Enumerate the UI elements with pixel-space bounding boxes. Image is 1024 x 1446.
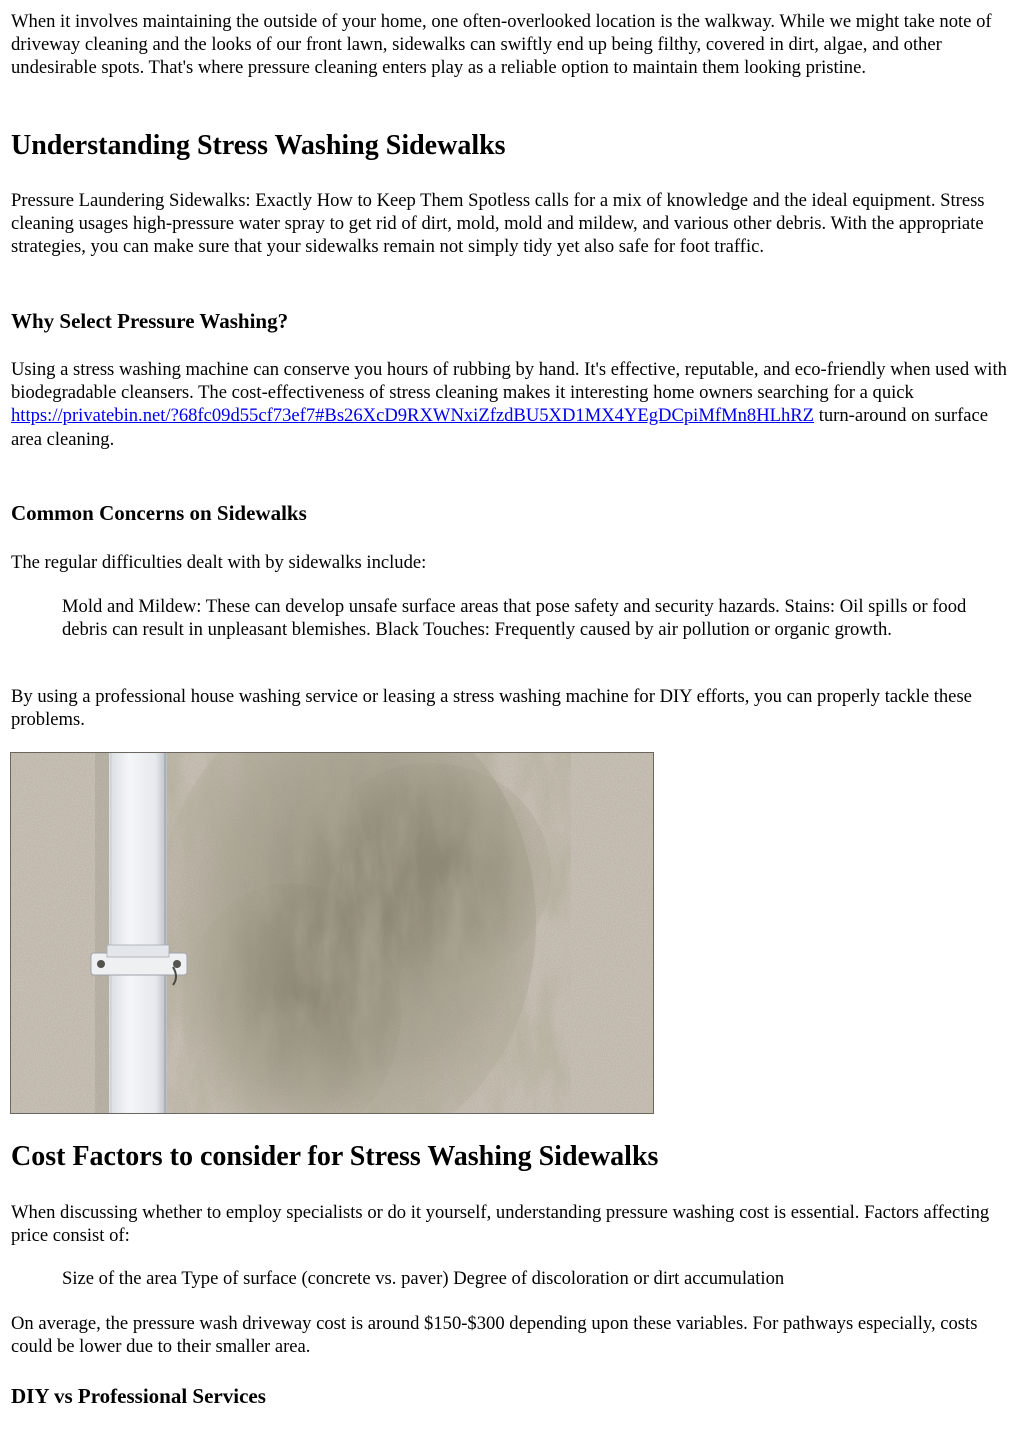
privatebin-link[interactable]: https://privatebin.net/?68fc09d55cf73ef7#Bs26XcD9RXWNxiZfzdBU5XD1MX4YEgDCpiMfMn8HLhRZ <box>11 405 815 427</box>
wall-photo-graphic <box>11 753 654 1114</box>
cost-closing-paragraph: On average, the pressure wash driveway cost is around $150-$300 depending upon these variables. For pathways especially, costs could be lower due to their smaller area. <box>11 1313 978 1358</box>
why-select-text-before: Using a stress washing machine can conserve you hours of rubbing by hand. It's effective, reputable, and eco-friendly when used with biodegradable cleansers. The cost-effectiveness of stress cleaning makes it interesting home owners searching for a quick <box>11 359 1007 404</box>
intro-paragraph: When it involves maintaining the outside of your home, one often-overlooked location is the walkway. While we might take note of driveway cleaning and the looks of our front lawn, sidewalks can swiftly end up being filthy, covered in dirt, algae, and other undesirable spots. That's where pressure cleaning enters play as a reliable option to maintain them looking pristine. <box>11 11 992 79</box>
heading-understanding: Understanding Stress Washing Sidewalks <box>11 130 506 161</box>
cost-intro-paragraph: When discussing whether to employ specialists or do it yourself, understanding pressure washing cost is essential. Factors affecting price consist of: <box>11 1202 990 1247</box>
understanding-paragraph: Pressure Laundering Sidewalks: Exactly How to Keep Them Spotless calls for a mix of knowledge and the ideal equipment. Stress cleaning usages high-pressure water spray to get rid of dirt, mold, mold and mildew, and various other debris. With the appropriate strategies, you can make sure that your sidewalks remain not simply tidy yet also safe for foot traffic. <box>11 190 985 258</box>
why-select-paragraph <box>11 358 1015 451</box>
heading-diy-vs-professional: DIY vs Professional Services <box>11 1384 266 1408</box>
why-select-text-after: turn-around on surface area cleaning. <box>11 405 989 450</box>
downspout-pipe <box>109 753 167 1114</box>
concerns-intro-paragraph: The regular difficulties dealt with by sidewalks include: <box>11 552 427 573</box>
concerns-list: Mold and Mildew: These can develop unsafe surface areas that pose safety and security hazards. Stains: Oil spills or food debris can result in unpleasant blemishes. Black Touches: Frequently caused by air pollution or organic growth. <box>62 596 967 641</box>
cost-factors-list: Size of the area Type of surface (concrete vs. paver) Degree of discoloration or dirt accumulation <box>62 1268 785 1289</box>
heading-why-select: Why Select Pressure Washing? <box>11 309 289 333</box>
heading-cost-factors: Cost Factors to consider for Stress Washing Sidewalks <box>11 1141 659 1172</box>
heading-common-concerns: Common Concerns on Sidewalks <box>11 501 307 525</box>
concerns-closing-paragraph: By using a professional house washing service or leasing a stress washing machine for DIY efforts, you can properly tackle these problems. <box>11 686 972 731</box>
wall-photo <box>10 752 654 1114</box>
